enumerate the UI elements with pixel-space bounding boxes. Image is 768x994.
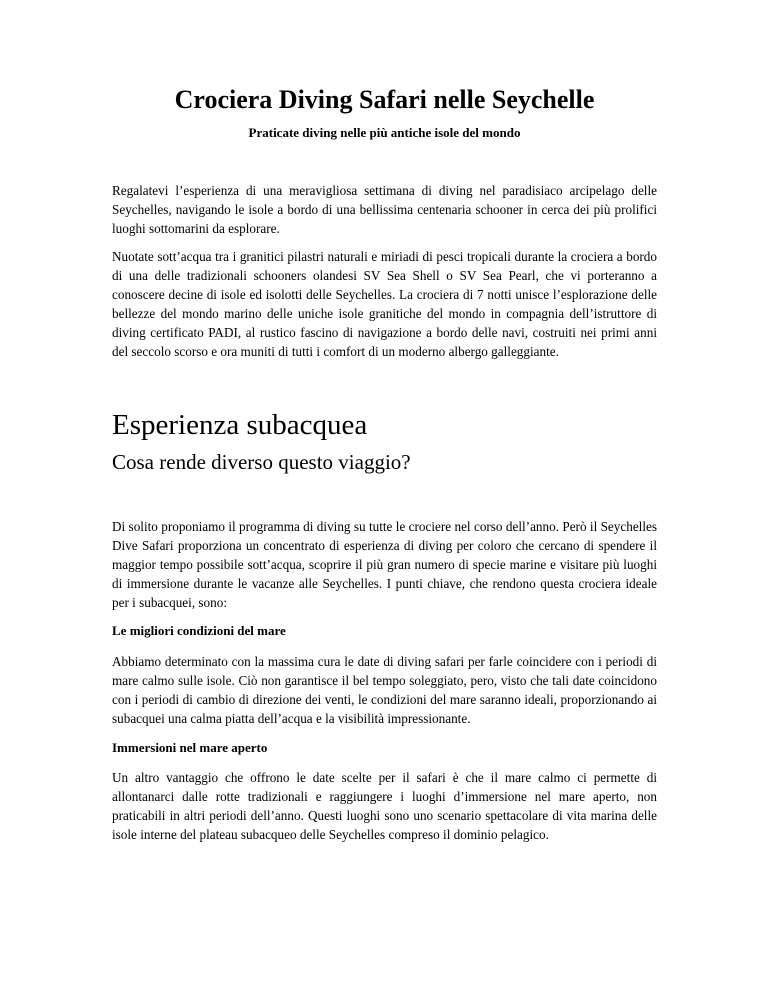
intro-paragraph-2: Nuotate sott’acqua tra i granitici pilastri naturali e miriadi di pesci tropicali durante la crociera a bordo di una delle tradizionali schooners olandesi SV Sea Shell o SV Sea Pearl, che vi porteranno a conoscere decine di isole ed isolotti delle Seychelles. La crociera di 7 notti unisce l’esplorazione delle bellezze del mondo marino delle uniche isole granitiche del mondo in compagnia dell’istruttore di diving certificato PADI, al rustico fascino di navigazione a bordo delle navi, costruiti nei primi anni del seccolo scorso e ora muniti di tutti i comfort di un moderno albergo galleggiante.: [112, 249, 657, 359]
document-title: Crociera Diving Safari nelle Seychelle: [174, 85, 595, 114]
point-text-open-sea: Un altro vantaggio che offrono le date scelte per il safari è che il mare calmo ci permette di allontanarci dalle rotte tradizionali e raggiungere i luoghi d’immersione nel mare aperto, non praticabili in altri periodi dell’anno. Questi luoghi sono uno scenario spettacolare di vita marina delle isole interne del plateau subacqueo delle Seychelles compreso il dominio pelagico.: [112, 770, 657, 842]
section-intro-paragraph: Di solito proponiamo il programma di diving su tutte le crociere nel corso dell’anno. Però il Seychelles Dive Safari proporziona un concentrato di esperienza di diving per coloro che cercano di spendere il maggior tempo possibile sott’acqua, scoprire il più gran numero di specie marine e visitare più luoghi di immersione durante le vacanze alle Seychelles. I punti chiave, che rendono questa crociera ideale per i subacquei, sono:: [112, 519, 657, 610]
point-heading-open-sea: Immersioni nel mare aperto: [112, 740, 268, 755]
section-subheading: Cosa rende diverso questo viaggio?: [112, 450, 411, 474]
intro-paragraph-1: Regalatevi l’esperienza di una meravigliosa settimana di diving nel paradisiaco arcipelago delle Seychelles, navigando le isole a bordo di una bellissima centenaria schooner in cerca dei più prolifici luoghi sottomarini da esplorare.: [112, 183, 657, 236]
point-heading-sea-conditions: Le migliori condizioni del mare: [112, 623, 286, 638]
document-subtitle: Praticate diving nelle più antiche isole del mondo: [248, 125, 521, 140]
point-text-sea-conditions: Abbiamo determinato con la massima cura le date di diving safari per farle coincidere con i periodi di mare calmo sulle isole. Ciò non garantisce il bel tempo soleggiato, pero, visto che tali date coincidono con i periodi di cambio di direzione dei venti, le condizioni del mare saranno ideali, proporzionando ai subacquei una calma piatta dell’acqua e la visibilità impressionante.: [112, 654, 657, 726]
section-heading: Esperienza subacquea: [112, 409, 368, 441]
